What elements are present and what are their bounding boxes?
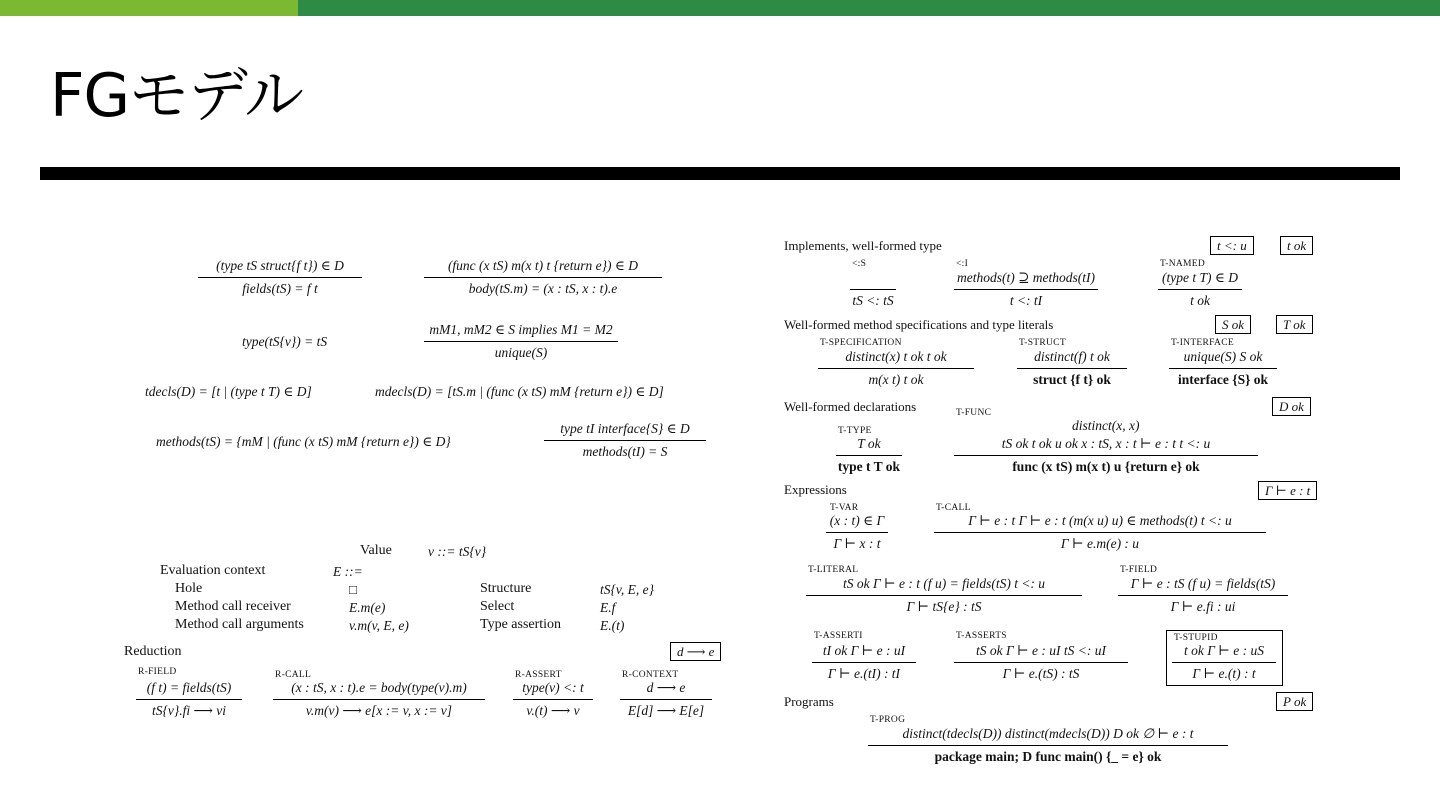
top-bar-dark <box>298 0 1440 16</box>
t-type-conclusion: type t T ok <box>837 459 901 474</box>
t-prog-name: T-PROG <box>870 715 906 725</box>
sub-s-name: <:S <box>852 259 867 269</box>
r-context-premise: d ⟶ e <box>646 680 686 695</box>
method-call-receiver-definition: E.m(e) <box>349 600 386 615</box>
t-struct-conclusion: struct {f t} ok <box>1033 372 1111 387</box>
t-field-name: T-FIELD <box>1120 565 1158 575</box>
t-call-name: T-CALL <box>936 503 971 513</box>
slide-title: FGモデル <box>50 61 304 131</box>
t-assert-s-premise: tS ok Γ ⊢ e : uI tS <: uI <box>976 643 1106 658</box>
t-literal-rule <box>806 576 1082 615</box>
r-call-rule <box>273 680 485 719</box>
t-type-rule <box>836 436 902 475</box>
sub-i-name: <:I <box>956 259 969 269</box>
t-call-rule <box>934 513 1266 552</box>
t-interface-conclusion: interface {S} ok <box>1177 372 1269 387</box>
t-literal-name: T-LITERAL <box>808 565 859 575</box>
spec-ok-judgement-box: S ok <box>1215 315 1251 334</box>
r-field-rule <box>136 680 242 719</box>
t-struct-premise: distinct(f) t ok <box>1034 349 1110 364</box>
value-definition: v ::= tS{v} <box>428 544 487 559</box>
t-assert-s-conclusion: Γ ⊢ e.(tS) : tS <box>1002 666 1080 681</box>
type-equation: type(tS{v}) = tS <box>242 334 328 349</box>
t-interface-name: T-INTERFACE <box>1171 338 1234 348</box>
t-struct-rule <box>1017 349 1127 388</box>
t-specification-rule <box>818 349 974 388</box>
r-field-premise: (f t) = fields(tS) <box>146 680 232 695</box>
wf-method-header: Well-formed method specifications and type literals <box>784 317 1054 332</box>
t-assert-i-rule <box>812 643 916 682</box>
t-var-conclusion: Γ ⊢ x : t <box>833 536 881 551</box>
r-field-conclusion: tS{v}.fi ⟶ vi <box>151 703 226 718</box>
t-call-conclusion: Γ ⊢ e.m(e) : u <box>1060 536 1140 551</box>
sub-i-rule <box>954 270 1098 309</box>
sub-s-rule <box>850 272 896 309</box>
t-assert-s-name: T-ASSERTS <box>956 631 1007 641</box>
t-func-premise: tS ok t ok u ok x : tS, x : t ⊢ e : t t <: u <box>1001 436 1211 451</box>
sub-s-conclusion: tS <: tS <box>852 293 894 308</box>
methods-interface-premise: type tI interface{S} ∈ D <box>560 421 690 436</box>
t-field-rule <box>1118 576 1288 615</box>
methods-interface-rule <box>544 421 706 460</box>
t-named-name: T-NAMED <box>1160 259 1206 269</box>
body-premise: (func (x tS) m(x t) t {return e}) ∈ D <box>447 258 639 273</box>
t-stupid-conclusion: Γ ⊢ e.(t) : t <box>1192 666 1256 681</box>
r-assert-rule <box>513 680 593 719</box>
t-prog-conclusion: package main; D func main() {_ = e} ok <box>934 749 1162 764</box>
r-field-name: R-FIELD <box>138 667 177 677</box>
fields-conclusion: fields(tS) = f t <box>242 281 318 296</box>
decl-ok-judgement-box: D ok <box>1272 397 1311 416</box>
type-ok-judgement-box: t ok <box>1280 236 1313 255</box>
t-type-name: T-TYPE <box>838 426 872 436</box>
methods-struct-definition: methods(tS) = {mM | (func (x tS) mM {return e}) ∈ D} <box>156 434 451 449</box>
fields-rule <box>198 258 362 297</box>
structure-label: Structure <box>480 581 532 596</box>
hole-definition: □ <box>349 582 358 597</box>
top-bar-light <box>0 0 298 16</box>
t-func-distinct: distinct(x, x) <box>1072 418 1140 433</box>
r-assert-premise: type(v) <: t <box>522 680 584 695</box>
t-stupid-rule <box>1172 643 1276 682</box>
type-literal-ok-judgement-box: T ok <box>1276 315 1313 334</box>
t-specification-conclusion: m(x t) t ok <box>868 372 924 387</box>
fields-premise: (type tS struct{f t}) ∈ D <box>216 258 344 273</box>
unique-conclusion: unique(S) <box>494 345 548 360</box>
t-specification-premise: distinct(x) t ok t ok <box>845 349 947 364</box>
mdecls-definition: mdecls(D) = [tS.m | (func (x tS) mM {return e}) ∈ D] <box>375 384 664 399</box>
method-call-receiver-label: Method call receiver <box>175 599 291 614</box>
t-type-premise: T ok <box>857 436 881 451</box>
t-func-conclusion: func (x tS) m(x t) u {return e} ok <box>1012 459 1200 474</box>
type-assertion-definition: E.(t) <box>600 618 625 633</box>
type-assertion-label: Type assertion <box>480 617 562 632</box>
r-call-conclusion: v.m(v) ⟶ e[x := v, x := v] <box>305 703 453 718</box>
eval-context-definition: E ::= <box>333 564 363 579</box>
title-rule <box>40 167 1400 180</box>
eval-context-label: Evaluation context <box>160 563 266 578</box>
t-var-rule <box>826 513 888 552</box>
t-func-rule <box>954 436 1258 475</box>
structure-definition: tS{v, E, e} <box>600 582 655 597</box>
r-assert-name: R-ASSERT <box>515 670 562 680</box>
t-var-name: T-VAR <box>830 503 859 513</box>
t-literal-conclusion: Γ ⊢ tS{e} : tS <box>906 599 982 614</box>
t-call-premise: Γ ⊢ e : t Γ ⊢ e : t (m(x u) u) ∈ methods(t) t <: u <box>968 513 1232 528</box>
r-context-conclusion: E[d] ⟶ E[e] <box>627 703 705 718</box>
method-call-arguments-label: Method call arguments <box>175 617 304 632</box>
t-assert-i-conclusion: Γ ⊢ e.(tI) : tI <box>827 666 901 681</box>
r-call-premise: (x : tS, x : t).e = body(type(v).m) <box>291 680 467 695</box>
t-field-conclusion: Γ ⊢ e.fi : ui <box>1170 599 1236 614</box>
select-definition: E.f <box>600 600 616 615</box>
subtype-judgement-box: t <: u <box>1210 236 1254 255</box>
t-interface-premise: unique(S) S ok <box>1183 349 1263 364</box>
methods-interface-conclusion: methods(tI) = S <box>582 444 668 459</box>
t-struct-name: T-STRUCT <box>1019 338 1066 348</box>
t-named-conclusion: t ok <box>1190 293 1210 308</box>
reduction-label: Reduction <box>124 644 182 659</box>
reduction-judgement-box: d ⟶ e <box>670 642 721 661</box>
method-call-arguments-definition: v.m(v, E, e) <box>349 618 409 633</box>
r-assert-conclusion: v.(t) ⟶ v <box>526 703 580 718</box>
r-call-name: R-CALL <box>275 670 312 680</box>
body-conclusion: body(tS.m) = (x : tS, x : t).e <box>468 281 618 296</box>
hole-label: Hole <box>175 581 203 596</box>
t-assert-i-premise: tI ok Γ ⊢ e : uI <box>822 643 906 658</box>
t-named-premise: (type t T) ∈ D <box>1162 270 1238 285</box>
t-interface-rule <box>1169 349 1277 388</box>
value-label: Value <box>360 543 392 558</box>
implements-header: Implements, well-formed type <box>784 238 942 253</box>
t-prog-rule <box>868 726 1228 765</box>
t-stupid-premise: t ok Γ ⊢ e : uS <box>1183 643 1265 658</box>
t-assert-s-rule <box>954 643 1128 682</box>
t-specification-name: T-SPECIFICATION <box>820 338 902 348</box>
expression-judgement-box: Γ ⊢ e : t <box>1258 481 1317 500</box>
sub-i-conclusion: t <: tI <box>1009 293 1043 308</box>
expressions-header: Expressions <box>784 482 847 497</box>
sub-i-premise: methods(t) ⊇ methods(tI) <box>956 270 1096 285</box>
programs-header: Programs <box>784 694 834 709</box>
t-field-premise: Γ ⊢ e : tS (f u) = fields(tS) <box>1130 576 1276 591</box>
t-stupid-name: T-STUPID <box>1174 633 1218 643</box>
select-label: Select <box>480 599 515 614</box>
r-context-rule <box>620 680 712 719</box>
unique-premise: mM1, mM2 ∈ S implies M1 = M2 <box>429 322 613 337</box>
t-func-name: T-FUNC <box>956 408 992 418</box>
unique-rule <box>424 322 618 361</box>
r-context-name: R-CONTEXT <box>622 670 679 680</box>
wf-declarations-header: Well-formed declarations <box>784 399 917 414</box>
t-literal-premise: tS ok Γ ⊢ e : t (f u) = fields(tS) t <: u <box>842 576 1046 591</box>
t-prog-premise: distinct(tdecls(D)) distinct(mdecls(D)) D ok ∅ ⊢ e : t <box>902 726 1194 741</box>
t-var-premise: (x : t) ∈ Γ <box>829 513 885 528</box>
tdecls-definition: tdecls(D) = [t | (type t T) ∈ D] <box>145 384 312 399</box>
t-assert-i-name: T-ASSERTI <box>814 631 863 641</box>
t-named-rule <box>1158 270 1242 309</box>
program-judgement-box: P ok <box>1276 692 1313 711</box>
body-rule <box>424 258 662 297</box>
